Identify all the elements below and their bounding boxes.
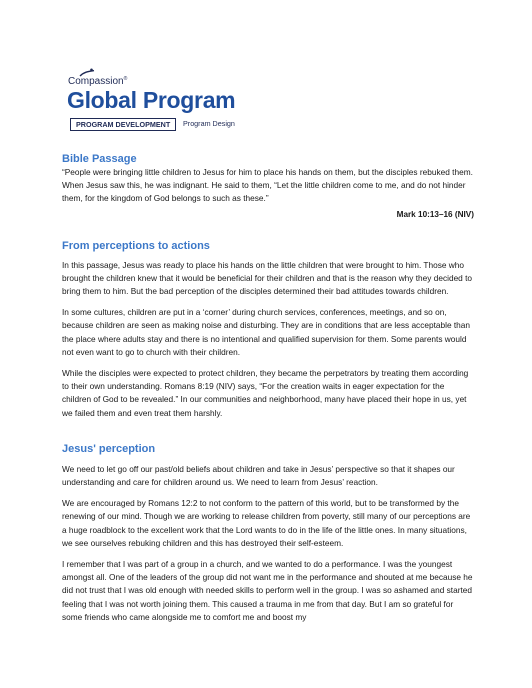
jesus-perception-heading: Jesus' perception (62, 442, 156, 455)
figure-icon (79, 68, 95, 77)
program-design-label: Program Design (183, 119, 235, 128)
paragraph: We need to let go off our past/old beliefs about children and take in Jesus’ perspective so that it shapes our understanding and care for children around us. We need to learn from Jesus’ reaction. (62, 463, 455, 488)
perceptions-heading: From perceptions to actions (62, 239, 210, 252)
paragraph: While the disciples were expected to protect children, they became the perpetrators by treating them according to their own understanding. Romans 8:19 (NIV) says, “For the creation waits in eager expectation for the children of God to be revealed.” In our communities and neighborhood, many have placed their hope in us, yet we failed them and even treat them harshly. (62, 368, 469, 418)
paragraph: In some cultures, children are put in a ‘corner’ during church services, conferences, meetings, and so on, because children are seen as making noise and disturbing. They are in conditions that are less acceptable than the place where adults stay and there is no intentional and qualified supervision for them. Some parents would not even want to go to church with their children. (62, 307, 471, 357)
bible-passage-heading: Bible Passage (62, 153, 137, 165)
paragraph: I remember that I was part of a group in a church, and we wanted to do a performance. I was the youngest amongst all. One of the leaders of the group did not want me in the performance and shouted at me because he did not trust that I was old enough with needed skills to perform well in the group. I was so ashamed and started feeling that I was not worth joining them. This caused a trauma in me from that day. But I am so grateful for some friends who came alongside me to comfort me and boost my (62, 559, 473, 622)
document-body (62, 152, 474, 624)
paragraph: We are encouraged by Romans 12:2 to not conform to the pattern of this world, but to be transformed by the renewing of our mind. Though we are working to release children from poverty, still many of our perceptions are a huge roadblock to the excellent work that the Lord wants to do in the life of the little ones. In many situations, we see ourselves rebuking children and this has destroyed their self-esteem. (62, 498, 471, 548)
page-title: Global Program (67, 87, 236, 113)
bible-reference: Mark 10:13–16 (NIV) (396, 209, 474, 219)
program-development-label: PROGRAM DEVELOPMENT (70, 118, 176, 131)
brand-wordmark: Compassion® (68, 76, 127, 87)
bible-quote: “People were bringing little children to Jesus for him to place his hands on them, but the disciples rebuked them. When Jesus saw this, he was indignant. He said to them, “Let the little children come to me, and do not hinder them, for the kingdom of God belongs to such as these.” (62, 167, 473, 204)
paragraph: In this passage, Jesus was ready to place his hands on the little children that were brought to him. Those who brought the children knew that it would be beneficial for their children and that is the reason why they decided to bring them to him. But the bad perception of the disciples determined their bad attitudes towards children. (62, 259, 473, 297)
